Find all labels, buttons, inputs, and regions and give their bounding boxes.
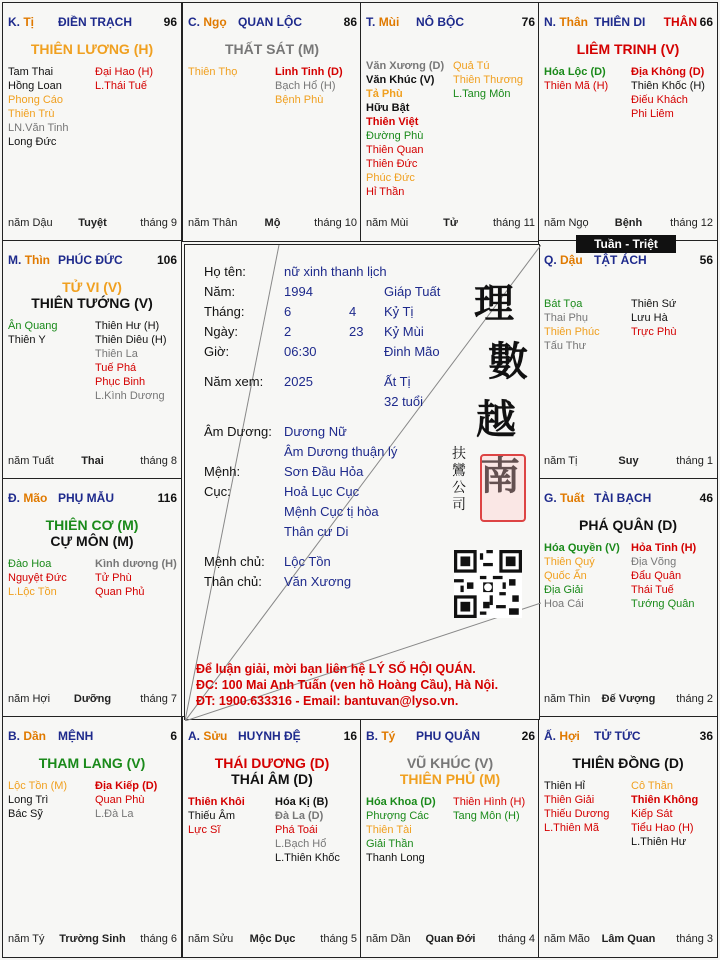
- info-value: nữ xinh thanh lịch: [284, 264, 387, 279]
- minor-star: Thiên Hình (H): [453, 796, 526, 808]
- minor-star: Thiên Quý: [544, 556, 595, 568]
- palace-year: năm Tuất: [8, 455, 54, 467]
- info-value: 2: [284, 324, 292, 339]
- palace-cell: [538, 2, 718, 242]
- minor-stars-right: [95, 65, 153, 93]
- info-label: Tháng:: [204, 304, 245, 319]
- palace-position: A. Sửu: [188, 729, 228, 743]
- palace-footer: [544, 933, 713, 947]
- minor-star: Hoa Cái: [544, 598, 584, 610]
- minor-star: Tiểu Hao (H): [631, 822, 694, 834]
- palace-number: 66: [699, 15, 713, 29]
- info-value: 1994: [284, 284, 313, 299]
- palace-footer: [188, 933, 357, 947]
- major-star: THÁI ÂM (D): [231, 771, 313, 787]
- palace-footer: [8, 693, 177, 707]
- palace-month: tháng 2: [676, 693, 713, 705]
- minor-star: Bát Tọa: [544, 298, 583, 310]
- minor-star: Linh Tinh (D): [275, 66, 343, 78]
- palace-header: [544, 15, 713, 31]
- minor-stars-left: [188, 65, 237, 79]
- minor-star: Địa Kiếp (D): [95, 780, 158, 792]
- palace-footer: [8, 455, 177, 469]
- palace-stage: Lâm Quan: [601, 933, 656, 945]
- palace-header: [544, 253, 713, 269]
- info-label: Thân chủ:: [204, 574, 262, 589]
- minor-star: Lực Sĩ: [188, 824, 221, 836]
- minor-star: Thiên Quan: [366, 144, 424, 156]
- palace-year: năm Mùi: [366, 217, 409, 229]
- palace-year: năm Sửu: [188, 933, 234, 945]
- palace-position: N. Thân: [544, 15, 589, 29]
- minor-star: Văn Khúc (V): [366, 74, 435, 86]
- minor-star: L.Đà La: [95, 808, 134, 820]
- palace-position: Ấ. Hợi: [544, 729, 580, 743]
- minor-star: Thiên Thọ: [188, 66, 238, 78]
- minor-stars-left: [544, 297, 600, 353]
- major-star: THÁI DƯƠNG (D): [214, 755, 330, 771]
- info-label: Ngày:: [204, 324, 238, 339]
- palace-year: năm Thân: [188, 217, 238, 229]
- palace-position: M. Thìn: [8, 253, 51, 267]
- palace-month: tháng 12: [670, 217, 713, 229]
- minor-star: Thái Tuế: [631, 584, 674, 596]
- palace-year: năm Dần: [366, 933, 411, 945]
- minor-stars-right: [631, 65, 705, 121]
- palace-number: 16: [343, 729, 357, 743]
- palace-year: năm Tị: [544, 455, 578, 467]
- minor-stars-left: [188, 795, 245, 837]
- palace-house-name: PHỤ MẪU: [58, 491, 114, 505]
- palace-stage: Tuyệt: [78, 217, 107, 229]
- palace-month: tháng 3: [676, 933, 713, 945]
- palace-cell: [538, 240, 718, 480]
- major-star: CỰ MÔN (M): [50, 533, 134, 549]
- minor-star: Phá Toái: [275, 824, 318, 836]
- palace-house-name: PHU QUÂN: [416, 729, 481, 743]
- minor-star: Thiên Tài: [366, 824, 412, 836]
- palace-header: [8, 491, 177, 507]
- info-label: Cục:: [204, 484, 231, 499]
- palace-cell: [2, 240, 182, 480]
- info-value-canchi: Kỷ Mùi: [384, 324, 424, 339]
- major-star: THIÊN LƯƠNG (H): [30, 41, 154, 57]
- minor-stars-right: [631, 541, 696, 611]
- palace-house-name: QUAN LỘC: [238, 15, 302, 29]
- minor-star: Tả Phù: [366, 88, 403, 100]
- minor-star: L.Thiên Hư: [631, 836, 687, 848]
- minor-stars-right: [95, 319, 167, 403]
- minor-star: Bạch Hổ (H): [275, 80, 336, 92]
- minor-star: Phong Cáo: [8, 94, 64, 106]
- palace-stage: Đế Vượng: [601, 693, 656, 705]
- info-value: 32 tuổi: [384, 394, 424, 409]
- minor-star: Hóa Lộc (D): [544, 66, 606, 78]
- minor-star: Đường Phù: [366, 130, 424, 142]
- palace-house-name: PHÚC ĐỨC: [58, 253, 123, 267]
- minor-star: Thiếu Dương: [544, 808, 610, 820]
- palace-footer: [366, 933, 535, 947]
- palace-house-name: TẬT ÁCH: [594, 253, 647, 267]
- palace-cell: [2, 716, 182, 958]
- palace-cell: [360, 2, 540, 242]
- minor-stars-left: [366, 59, 444, 199]
- callig-char-1: 理: [474, 280, 514, 327]
- minor-star: Thiên Đức: [366, 158, 418, 170]
- info-value: Văn Xương: [284, 574, 352, 589]
- palace-house-name: TỬ TỨC: [594, 729, 641, 743]
- palace-header: [8, 729, 177, 745]
- info-value: 2025: [284, 374, 313, 389]
- minor-star: Thai Phụ: [544, 312, 589, 324]
- callig-char-2: 數: [488, 338, 528, 385]
- minor-star: Điếu Khách: [631, 94, 688, 106]
- minor-stars-right: [95, 557, 177, 599]
- info-label: Họ tên:: [204, 264, 246, 279]
- palace-month: tháng 9: [140, 217, 177, 229]
- minor-star: Hóa Kị (B): [275, 796, 329, 808]
- seal-small-text: 扶鸞公司: [452, 446, 466, 513]
- palace-year: năm Dậu: [8, 217, 53, 229]
- minor-star: Đà La (D): [275, 810, 324, 822]
- minor-star: Thiên Mã (H): [544, 80, 609, 92]
- info-value: 06:30: [284, 344, 317, 359]
- palace-stage: Tử: [443, 217, 458, 229]
- palace-position: B. Dần: [8, 729, 47, 743]
- than-marker: THÂN: [663, 15, 697, 29]
- palace-header: [544, 491, 713, 507]
- info-value-lunar: 23: [349, 324, 364, 339]
- info-label: Năm xem:: [204, 374, 264, 389]
- minor-star: Tuế Phá: [95, 362, 137, 374]
- minor-stars-left: [8, 319, 58, 347]
- palace-house-name: MỆNH: [58, 729, 94, 743]
- qr-code: [454, 550, 522, 618]
- minor-star: Cô Thần: [631, 780, 673, 792]
- minor-star: Địa Võng: [631, 556, 677, 568]
- minor-star: Thiên Giải: [544, 794, 595, 806]
- minor-star: Thiên La: [95, 348, 138, 360]
- chart-board: [2, 2, 718, 958]
- palace-month: tháng 5: [320, 933, 357, 945]
- minor-star: Hỏa Tinh (H): [631, 542, 697, 554]
- minor-stars-right: [275, 795, 340, 865]
- palace-footer: [8, 217, 177, 231]
- palace-number: 116: [157, 491, 177, 505]
- palace-number: 76: [521, 15, 535, 29]
- palace-year: năm Mão: [544, 933, 590, 945]
- info-label: Giờ:: [204, 344, 230, 359]
- palace-stage: Bệnh: [614, 217, 643, 229]
- minor-star: Lưu Hà: [631, 312, 668, 324]
- minor-star: Thiên Thương: [453, 74, 524, 86]
- info-value: Ất Tị: [384, 374, 411, 389]
- info-value: Sơn Đầu Hỏa: [284, 464, 364, 479]
- minor-stars-left: [544, 65, 608, 93]
- info-value: Thân cư Di: [284, 524, 349, 539]
- minor-star: Thiên Hỉ: [544, 780, 585, 792]
- palace-stage: Thai: [81, 455, 104, 467]
- minor-star: Tử Phù: [95, 572, 132, 584]
- info-label: Âm Dương:: [204, 424, 272, 439]
- palace-number: 96: [163, 15, 177, 29]
- palace-header: [8, 253, 177, 269]
- palace-position: B. Tý: [366, 729, 396, 743]
- palace-month: tháng 8: [140, 455, 177, 467]
- palace-month: tháng 7: [140, 693, 177, 705]
- minor-star: L.Kình Dương: [95, 390, 165, 402]
- minor-star: Thiếu Âm: [188, 810, 236, 822]
- palace-position: T. Mùi: [366, 15, 400, 29]
- minor-star: Hỉ Thần: [366, 186, 405, 198]
- palace-footer: [544, 217, 713, 231]
- minor-star: Phúc Đức: [366, 172, 415, 184]
- palace-stage: Mộ: [264, 217, 281, 229]
- minor-stars-left: [544, 779, 609, 835]
- minor-stars-right: [95, 779, 157, 821]
- minor-star: Phục Binh: [95, 376, 146, 388]
- minor-star: Lộc Tồn (M): [8, 780, 68, 792]
- minor-star: Ân Quang: [8, 320, 58, 332]
- palace-year: năm Tý: [8, 933, 45, 945]
- palace-month: tháng 11: [492, 217, 535, 229]
- palace-stage: Quan Đới: [425, 933, 476, 945]
- minor-star: Quan Phù: [95, 794, 145, 806]
- palace-stage: Mộc Dục: [249, 933, 296, 945]
- palace-month: tháng 1: [676, 455, 713, 467]
- palace-footer: [188, 217, 357, 231]
- major-star: THIÊN CƠ (M): [45, 517, 139, 533]
- minor-star: Thiên Sứ: [631, 298, 677, 310]
- info-value: Hoả Lục Cục: [284, 484, 360, 499]
- palace-house-name: THIÊN DI: [594, 15, 646, 29]
- palace-header: [544, 729, 713, 745]
- minor-star: LN.Văn Tinh: [8, 122, 69, 134]
- minor-star: Thiên Việt: [366, 116, 419, 128]
- palace-number: 6: [170, 729, 177, 743]
- major-star: THIÊN ĐỒNG (D): [572, 755, 684, 771]
- major-star: VŨ KHÚC (V): [406, 755, 494, 771]
- contact-line-3: ĐT: 1900.633316 - Email: bantuvan@lyso.vn.: [196, 694, 459, 708]
- minor-star: Hóa Quyền (V): [544, 542, 620, 554]
- minor-stars-right: [453, 795, 525, 823]
- palace-footer: [544, 455, 713, 469]
- callig-char-4: 南: [480, 452, 520, 499]
- minor-star: Quan Phủ: [95, 586, 145, 598]
- seal-stamp: [480, 454, 526, 522]
- minor-star: Kiếp Sát: [631, 808, 673, 820]
- palace-footer: [8, 933, 177, 947]
- info-value-canchi: Kỷ Tị: [384, 304, 414, 319]
- palace-cell: [538, 478, 718, 718]
- minor-star: Thiên Phúc: [544, 326, 600, 338]
- palace-number: 36: [699, 729, 713, 743]
- minor-star: Bác Sỹ: [8, 808, 43, 820]
- info-value: 6: [284, 304, 292, 319]
- palace-number: 26: [521, 729, 535, 743]
- minor-star: Hữu Bật: [366, 102, 410, 114]
- info-value: Dương Nữ: [284, 424, 347, 439]
- info-value-canchi: Đinh Mão: [384, 344, 440, 359]
- palace-cell: [182, 2, 362, 242]
- palace-cell: [182, 716, 362, 958]
- minor-stars-right: [631, 297, 676, 339]
- contact-line-2: ĐC: 100 Mai Anh Tuấn (ven hồ Hoàng Cầu), Hà Nội.: [196, 678, 499, 692]
- palace-stage: Dưỡng: [73, 693, 112, 705]
- palace-cell: [538, 716, 718, 958]
- major-star: TỬ VI (V): [62, 279, 122, 295]
- minor-star: Long Trì: [8, 794, 49, 806]
- minor-star: Hồng Loan: [8, 80, 62, 92]
- palace-number: 46: [699, 491, 713, 505]
- major-star: THAM LANG (V): [38, 755, 146, 771]
- info-value: Lộc Tồn: [284, 554, 331, 569]
- minor-star: Phi Liêm: [631, 108, 674, 120]
- minor-star: Thiên Khôi: [188, 796, 245, 808]
- palace-year: năm Hợi: [8, 693, 51, 705]
- info-label: Mệnh chủ:: [204, 554, 265, 569]
- minor-star: Thiên Y: [8, 334, 46, 346]
- info-label: Năm:: [204, 284, 236, 299]
- palace-house-name: HUYNH ĐỆ: [238, 729, 301, 743]
- minor-star: Giải Thần: [366, 838, 414, 850]
- tuan-triet-badge: Tuần - Triệt: [576, 235, 676, 253]
- minor-star: Tam Thai: [8, 66, 54, 78]
- palace-house-name: TÀI BẠCH: [594, 491, 652, 505]
- contact-line-1: Để luận giải, mời bạn liên hệ LÝ SỐ HỘI QUÁN.: [196, 662, 476, 676]
- minor-star: Thiên Khốc (H): [631, 80, 705, 92]
- major-star: THẤT SÁT (M): [224, 41, 320, 57]
- minor-star: Quả Tú: [453, 60, 490, 72]
- palace-year: năm Ngọ: [544, 217, 589, 229]
- palace-cell: [2, 2, 182, 242]
- palace-position: G. Tuất: [544, 491, 585, 505]
- palace-number: 86: [343, 15, 357, 29]
- minor-stars-left: [366, 795, 436, 865]
- palace-month: tháng 10: [314, 217, 357, 229]
- minor-star: Đại Hao (H): [95, 66, 154, 78]
- minor-stars-left: [8, 65, 69, 149]
- palace-number: 56: [699, 253, 713, 267]
- palace-position: Q. Dậu: [544, 253, 583, 267]
- info-label: Mệnh:: [204, 464, 241, 479]
- minor-star: L.Lộc Tồn: [8, 586, 57, 598]
- palace-footer: [366, 217, 535, 231]
- minor-star: Nguyệt Đức: [8, 572, 67, 584]
- palace-month: tháng 4: [498, 933, 535, 945]
- palace-footer: [544, 693, 713, 707]
- minor-star: Bệnh Phù: [275, 94, 324, 106]
- info-value: Âm Dương thuận lý: [284, 444, 398, 459]
- info-value-canchi: Giáp Tuất: [384, 284, 441, 299]
- major-star: PHÁ QUÂN (D): [579, 517, 677, 533]
- palace-number: 106: [156, 253, 177, 267]
- minor-star: Văn Xương (D): [366, 60, 445, 72]
- palace-cell: [2, 478, 182, 718]
- minor-star: Tấu Thư: [544, 340, 587, 352]
- palace-house-name: ĐIỀN TRẠCH: [58, 15, 132, 29]
- minor-star: Trực Phù: [631, 326, 677, 338]
- palace-stage: Trường Sinh: [59, 933, 126, 945]
- minor-star: Long Đức: [8, 136, 57, 148]
- minor-star: Tang Môn (H): [453, 810, 520, 822]
- palace-header: [8, 15, 177, 31]
- minor-star: L.Tang Môn: [453, 88, 511, 100]
- minor-star: Thiên Hư (H): [95, 320, 160, 332]
- minor-star: Tướng Quân: [631, 598, 695, 610]
- major-star: THIÊN PHỦ (M): [399, 771, 501, 787]
- palace-month: tháng 6: [140, 933, 177, 945]
- palace-house-name: NÔ BỘC: [416, 15, 464, 29]
- minor-star: Quốc Ấn: [544, 570, 587, 582]
- palace-position: Đ. Mão: [8, 491, 48, 505]
- minor-star: Đẩu Quân: [631, 570, 682, 582]
- palace-header: [366, 729, 535, 745]
- minor-star: Kình dương (H): [95, 558, 177, 570]
- minor-star: Thiên Diêu (H): [95, 334, 167, 346]
- callig-char-3: 越: [476, 396, 516, 443]
- minor-stars-right: [631, 779, 698, 849]
- palace-header: [188, 729, 357, 745]
- major-star: LIÊM TRINH (V): [576, 41, 680, 57]
- palace-cell: [360, 716, 540, 958]
- palace-header: [188, 15, 357, 31]
- minor-star: L.Thiên Mã: [544, 822, 600, 834]
- palace-header: [366, 15, 535, 31]
- minor-star: Thiên Không: [631, 794, 699, 806]
- major-star: THIÊN TƯỚNG (V): [31, 295, 153, 311]
- minor-stars-right: [275, 65, 343, 107]
- minor-star: Địa Không (D): [631, 66, 705, 78]
- minor-star: Thiên Trù: [8, 108, 55, 120]
- minor-star: Thanh Long: [366, 852, 425, 864]
- minor-stars-left: [8, 779, 67, 821]
- info-value-lunar: 4: [349, 304, 357, 319]
- palace-position: C. Ngọ: [188, 15, 227, 29]
- minor-star: Hóa Khoa (D): [366, 796, 436, 808]
- minor-star: L.Bạch Hổ: [275, 838, 327, 850]
- minor-star: Địa Giải: [544, 584, 584, 596]
- palace-stage: Suy: [618, 455, 639, 467]
- palace-year: năm Thìn: [544, 693, 591, 705]
- minor-star: L.Thái Tuế: [95, 80, 147, 92]
- minor-stars-left: [8, 557, 67, 599]
- minor-star: L.Thiên Khốc: [275, 852, 340, 864]
- minor-stars-left: [544, 541, 620, 611]
- palace-position: K. Tị: [8, 15, 35, 29]
- info-value: Mệnh Cục tị hòa: [284, 504, 379, 519]
- minor-star: Phượng Các: [366, 810, 429, 822]
- minor-stars-right: [453, 59, 523, 101]
- minor-star: Đào Hoa: [8, 558, 52, 570]
